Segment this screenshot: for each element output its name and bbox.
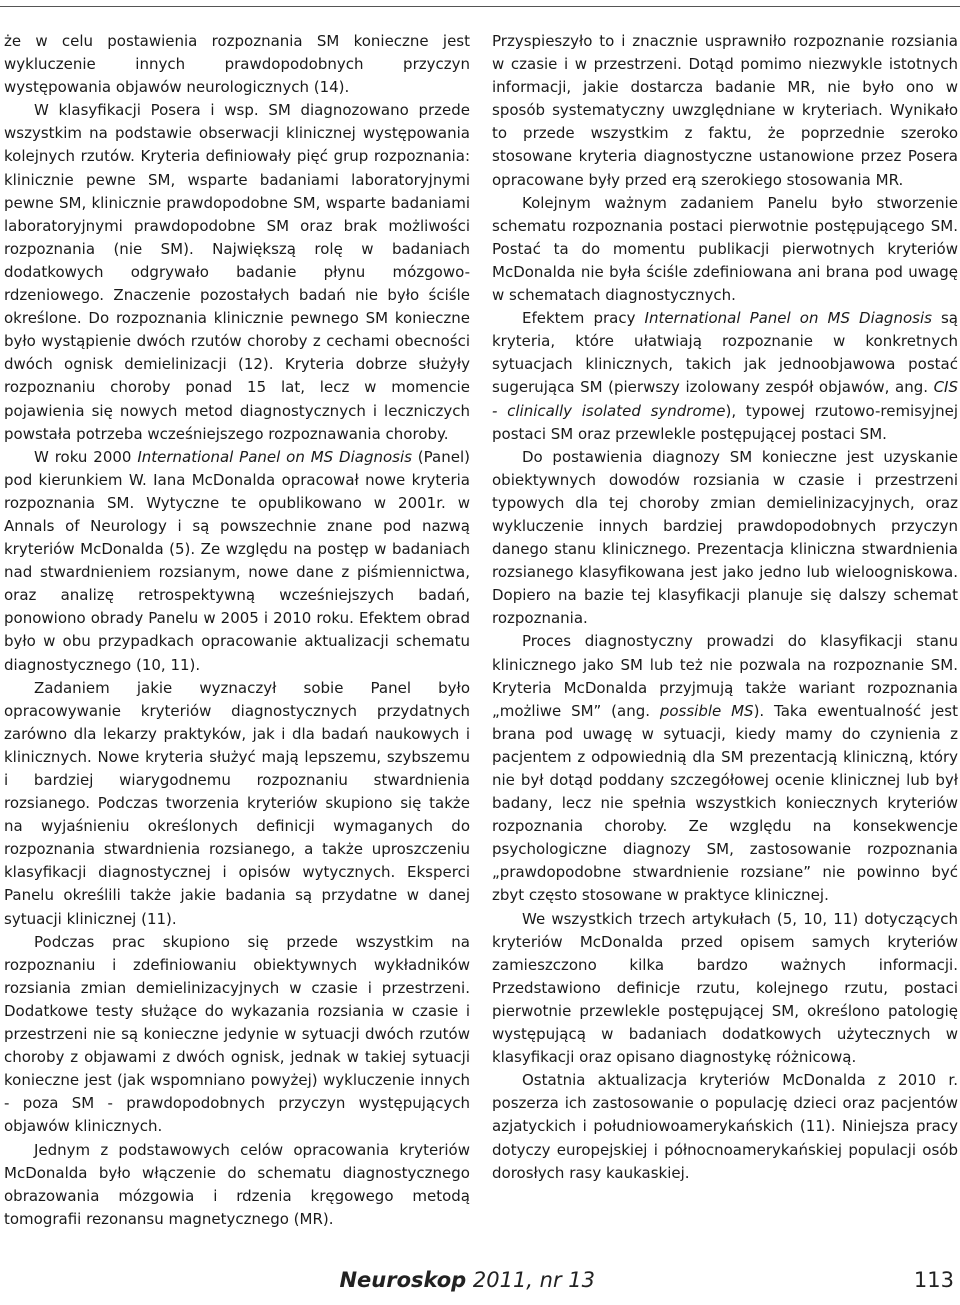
paragraph: Do postawienia diagnozy SM konieczne jest uzyskanie obiektywnych dowodów rozsiania w czasie i przestrzeni typowych dla tej choroby zmian demielinizacyjnych, oraz wykluczenie innych bardziej prawdopodobnych przyczyn danego stanu klinicznego. Prezentacja kliniczna stwardnienia rozsianego klasyfikowana jest jako jedno lub wieloogniskowa. Dopiero na bazie tej klasyfikacji planuje się dalszy schemat rozpoznania.: [492, 447, 958, 628]
text-run: są kryteria, które ułatwiają rozpoznanie w konkretnych sytuacjach klinicznych, takich jak jednoobjawowa postać sugerująca SM (pierwszy izolowany zespół objawów, ang.: [492, 309, 958, 397]
emphasis: International Panel on MS Diagnosis: [644, 309, 932, 328]
left-column: [4, 30, 470, 1231]
paragraph: Jednym z podstawowych celów opracowania kryteriów McDonalda było włączenie do schematu diagnostycznego obrazowania mózgowia i rdzenia kręgowego metodą tomografii rezonansu magnetycznego (MR).: [4, 1140, 470, 1228]
journal-name: Neuroskop: [339, 1268, 467, 1292]
emphasis: possible MS: [659, 701, 754, 720]
top-rule: [0, 6, 960, 7]
text-run: Proces diagnostyczny prowadzi do klasyfikacji stanu klinicznego jako SM lub też nie pozwala na rozpoznanie SM. Kryteria McDonalda przyjmują także wariant rozpoznania „możliwe SM” (ang.: [492, 632, 958, 720]
page-number: 113: [913, 1268, 954, 1292]
text-run: ). Taka ewentualność jest brana pod uwagę w sytuacji, kiedy mamy do czynienia z pacjentem z odpowiednią dla SM prezentacją kliniczną, który nie był dotąd poddany szczegółowej ocenie klinicznej lub był badany, lecz nie spełnia wszystkich koniecznych kryteriów rozpoznania choroby. Ze względu na konsekwencje psychologiczne diagnozy SM, zastosowanie rozpoznania „prawdopodobne stwardnienie rozsiane” nie powinno być zbyt często stosowane w praktyce klinicznej.: [492, 701, 958, 905]
text-run: (Panel) pod kierunkiem W. Iana McDonalda opracował nowe kryteria rozpoznania SM. Wytyczne te opublikowano w 2001r. w Annals of Neurology i są powszechnie znane pod nazwą kryteriów McDonalda (5). Ze względu na postęp w badaniach nad stwardnieniem rozsianym, nowe dane z piśmiennictwa, oraz analizę retrospektywną wcześniejszych badań, ponowiono obrady Panelu w 2005 i 2010 roku. Efektem obrad było w obu przypadkach opracowanie aktualizacji schematu diagnostycznego (10, 11).: [4, 447, 470, 674]
journal-title: [339, 1268, 595, 1292]
paragraph: [4, 446, 470, 677]
paragraph: [492, 307, 958, 446]
page-footer: [0, 1268, 960, 1302]
paragraph: Zadaniem jakie wyznaczył sobie Panel było opracowywanie kryteriów diagnostycznych przydatnych zarówno dla lekarzy praktyków, jak i dla badań naukowych i klinicznych. Nowe kryteria służyć mają lepszemu, szybszemu i bardziej wiarygodnemu rozpoznaniu stwardnienia rozsianego. Podczas tworzenia kryteriów skupiono się także na wyjaśnieniu określonych definicji wymaganych do rozpoznania stwardnienia rozsianego, a także uproszczeniu klasyfikacji diagnostycznej i opisów wytycznych. Eksperci Panelu określili także jakie badania są przydatne w danej sytuacji klinicznej (11).: [4, 678, 470, 928]
paragraph: Kolejnym ważnym zadaniem Panelu było stworzenie schematu rozpoznania postaci pierwotnie postępującego SM. Postać ta do momentu publikacji pierwotnych kryteriów McDonalda nie była ściśle zdefiniowana ani brana pod uwagę w schematach diagnostycznych.: [492, 193, 958, 305]
emphasis: CIS - clinically isolated syndrome: [492, 378, 958, 420]
text-run: Efektem pracy: [522, 309, 645, 328]
paragraph: że w celu postawienia rozpoznania SM konieczne jest wykluczenie innych prawdopodobnych przyczyn występowania objawów neurologicznych (14).: [4, 32, 470, 97]
journal-issue: 2011, nr 13: [466, 1268, 595, 1292]
paragraph: Przyspieszyło to i znacznie usprawniło rozpoznanie rozsiania w czasie i w przestrzeni. Dotąd pomimo niezwykle istotnych informacji, jakie dostarcza badanie MR, nie było ono w sposób systematyczny uwzględniane w kryteriach. Wynikało to przede wszystkim z faktu, że poprzednie szeroko stosowane kryteria diagnostyczne ustanowione przez Posera opracowane były przed erą szerokiego stosowania MR.: [492, 32, 958, 189]
paragraph: Podczas prac skupiono się przede wszystkim na rozpoznaniu i zdefiniowaniu obiektywnych wykładników rozsiania zmian demielinizacyjnych w czasie i przestrzeni. Dodatkowe testy służące do wykazania rozsiania w czasie i przestrzeni nie są konieczne jedynie w sytuacji dwóch rzutów choroby z objawami z dwóch ognisk, jednak w takiej sytuacji konieczne jest (jak wspomniano powyżej) wykluczenie innych - poza SM - prawdopodobnych przyczyn występujących objawów klinicznych.: [4, 932, 470, 1136]
text-run: ), typowej rzutowo-remisyjnej postaci SM oraz przewlekle postępującej postaci SM.: [492, 401, 958, 443]
paragraph: [492, 630, 958, 907]
right-column: [492, 30, 958, 1185]
paragraph: W klasyfikacji Posera i wsp. SM diagnozowano przede wszystkim na podstawie obserwacji klinicznej występowania kolejnych rzutów. Kryteria definiowały pięć grup rozpoznania: klinicznie pewne SM, wsparte badaniami laboratoryjnymi pewne SM, klinicznie prawdopodobne SM, wsparte badaniami laboratoryjnymi prawdopodobne SM oraz brak możliwości rozpoznania (nie SM). Największą rolę w badaniach dodatkowych odgrywało badanie płynu mózgowo-rdzeniowego. Znaczenie pozostałych badań nie było ściśle określone. Do rozpoznania klinicznie pewnego SM konieczne było wystąpienie dwóch rzutów choroby z cechami obecności dwóch ognisk demielinizacji (12). Kryteria dobrze służyły rozpoznaniu choroby ponad 15 lat, lecz w momencie pojawienia się nowych metod diagnostycznych i leczniczych powstała potrzeba wcześniejszego rozpoznawania choroby.: [4, 101, 470, 443]
text-run: W roku 2000: [34, 447, 138, 466]
paragraph: We wszystkich trzech artykułach (5, 10, 11) dotyczących kryteriów McDonalda przed opisem samych kryteriów zamieszczono kilka bardzo ważnych informacji. Przedstawiono definicje rzutu, kolejnego rzutu, postaci pierwotnie przewlekle postępującej SM, określono patologię występującą w badaniach dodatkowych użytecznych w klasyfikacji oraz opisano diagnostykę różnicową.: [492, 909, 958, 1067]
paragraph: Ostatnia aktualizacja kryteriów McDonalda z 2010 r. poszerza ich zastosowanie o populację dzieci oraz pacjentów azjatyckich i południowoamerykańskich (11). Niniejsza pracy dotyczy europejskiej i północnoamerykańskiej populacji osób dorosłych rasy kaukaskiej.: [492, 1071, 958, 1182]
emphasis: International Panel on MS Diagnosis: [137, 447, 412, 466]
